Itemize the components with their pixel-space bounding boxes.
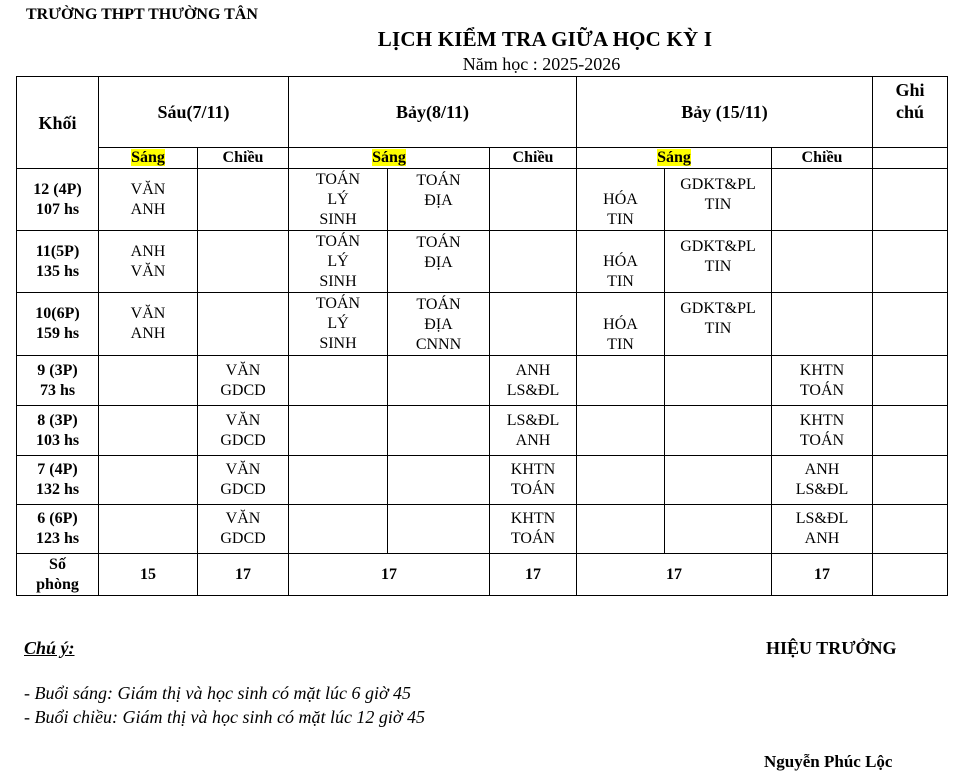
schedule-cell xyxy=(388,456,490,505)
note-header-label: Ghi chú xyxy=(895,80,925,122)
grade-label: 8 (3P) xyxy=(37,411,78,429)
schedule-cell xyxy=(198,293,289,356)
table-row xyxy=(17,169,948,231)
schedule-cell xyxy=(388,356,490,406)
schedule-cell xyxy=(772,293,873,356)
session-label: Sáng xyxy=(131,149,165,166)
session-afternoon-2: Chiều xyxy=(490,148,577,169)
schedule-cell: ANH LS&ĐL xyxy=(772,456,873,505)
student-count: 103 hs xyxy=(35,431,80,449)
student-count: 107 hs xyxy=(35,200,80,218)
session-label: Sáng xyxy=(657,149,691,166)
schedule-cell xyxy=(99,505,198,554)
schedule-cell xyxy=(873,169,948,231)
schedule-cell xyxy=(873,505,948,554)
rooms-note-cell xyxy=(873,554,948,596)
schedule-cell xyxy=(873,406,948,456)
grade-cell xyxy=(17,293,99,356)
schedule-cell: KHTN TOÁN xyxy=(772,356,873,406)
rooms-count: 15 xyxy=(99,554,198,596)
schedule-cell xyxy=(665,505,772,554)
student-count: 73 hs xyxy=(39,381,76,399)
rooms-count: 17 xyxy=(289,554,490,596)
signature-role: HIỆU TRƯỞNG xyxy=(766,638,897,658)
notes-title: Chú ý: xyxy=(24,638,75,658)
schedule-cell: GDKT&PL TIN xyxy=(665,293,772,356)
signature-name: Nguyễn Phúc Lộc xyxy=(764,752,893,771)
schedule-cell xyxy=(873,293,948,356)
note-session-cell xyxy=(873,148,948,169)
table-row xyxy=(17,406,948,456)
schedule-body xyxy=(17,169,948,554)
schedule-cell xyxy=(665,406,772,456)
note-column-header xyxy=(873,77,948,148)
schedule-cell xyxy=(99,406,198,456)
schedule-cell xyxy=(665,456,772,505)
grade-cell xyxy=(17,231,99,293)
grade-label: 11(5P) xyxy=(35,242,80,260)
schedule-cell: VĂN GDCD xyxy=(198,456,289,505)
session-label: Sáng xyxy=(372,149,406,166)
grade-cell xyxy=(17,456,99,505)
schedule-cell: GDKT&PL TIN xyxy=(665,231,772,293)
schedule-cell xyxy=(873,356,948,406)
schedule-cell: ANH VĂN xyxy=(99,231,198,293)
schedule-cell xyxy=(99,456,198,505)
schedule-cell: TOÁN LÝ SINH xyxy=(289,169,388,231)
header-row-dates xyxy=(17,77,948,148)
rooms-count: 17 xyxy=(198,554,289,596)
schedule-cell xyxy=(873,231,948,293)
schedule-cell xyxy=(289,406,388,456)
schedule-cell: VĂN ANH xyxy=(99,169,198,231)
schedule-cell xyxy=(665,356,772,406)
student-count: 159 hs xyxy=(35,325,80,342)
schedule-cell xyxy=(388,406,490,456)
student-count: 135 hs xyxy=(35,262,80,280)
school-name: TRƯỜNG THPT THƯỜNG TÂN xyxy=(26,6,258,23)
student-count: 132 hs xyxy=(35,481,80,498)
schedule-cell xyxy=(577,406,665,456)
schedule-cell xyxy=(577,505,665,554)
schedule-cell: ANH LS&ĐL xyxy=(490,356,577,406)
schedule-cell xyxy=(577,456,665,505)
schedule-cell: HÓA TIN xyxy=(577,169,665,231)
rooms-label xyxy=(17,554,99,596)
date-header-1: Sáu(7/11) xyxy=(99,77,289,148)
schedule-cell xyxy=(388,505,490,554)
schedule-cell: VĂN GDCD xyxy=(198,505,289,554)
table-row xyxy=(17,456,948,505)
schedule-cell: TOÁN LÝ SINH xyxy=(289,231,388,293)
schedule-cell: TOÁN LÝ SINH xyxy=(289,293,388,356)
exam-schedule-table xyxy=(16,76,948,596)
date-header-2: Bảy(8/11) xyxy=(289,77,577,148)
note-morning: - Buổi sáng: Giám thị và học sinh có mặt lúc 6 giờ 45 xyxy=(24,683,412,703)
schedule-cell: TOÁN ĐỊA xyxy=(388,231,490,293)
grade-label: 6 (6P) xyxy=(37,510,78,527)
schedule-cell: HÓA TIN xyxy=(577,231,665,293)
schedule-cell: LS&ĐL ANH xyxy=(772,505,873,554)
grade-cell xyxy=(17,505,99,554)
schedule-cell: VĂN ANH xyxy=(99,293,198,356)
schedule-cell: LS&ĐL ANH xyxy=(490,406,577,456)
session-afternoon-1: Chiều xyxy=(198,148,289,169)
session-morning-1 xyxy=(99,148,198,169)
schedule-cell xyxy=(198,231,289,293)
session-morning-3 xyxy=(577,148,772,169)
grade-cell xyxy=(17,406,99,456)
note-afternoon: - Buổi chiều: Giám thị và học sinh có mặt lúc 12 giờ 45 xyxy=(24,707,426,727)
grade-label: 12 (4P) xyxy=(33,180,82,198)
schedule-cell: VĂN GDCD xyxy=(198,406,289,456)
schedule-cell: KHTN TOÁN xyxy=(772,406,873,456)
schedule-cell xyxy=(490,231,577,293)
document-title: LỊCH KIỂM TRA GIỮA HỌC KỲ I xyxy=(377,27,713,51)
date-header-3: Bảy (15/11) xyxy=(577,77,873,148)
schedule-cell xyxy=(289,505,388,554)
grade-cell xyxy=(17,356,99,406)
table-row xyxy=(17,293,948,356)
rooms-count: 17 xyxy=(772,554,873,596)
school-year: Năm học : 2025-2026 xyxy=(462,54,621,74)
grade-label: 9 (3P) xyxy=(37,361,78,379)
table-row xyxy=(17,356,948,406)
schedule-cell xyxy=(490,169,577,231)
schedule-cell: TOÁN ĐỊA CNNN xyxy=(388,293,490,356)
schedule-cell: HÓA TIN xyxy=(577,293,665,356)
student-count: 123 hs xyxy=(35,530,80,547)
rooms-count: 17 xyxy=(577,554,772,596)
rooms-count: 17 xyxy=(490,554,577,596)
schedule-cell xyxy=(490,293,577,356)
table-row xyxy=(17,231,948,293)
grade-column-header: Khối xyxy=(17,77,99,169)
grade-label: 10(6P) xyxy=(35,305,80,322)
schedule-cell: GDKT&PL TIN xyxy=(665,169,772,231)
schedule-cell xyxy=(577,356,665,406)
session-afternoon-3: Chiều xyxy=(772,148,873,169)
grade-cell xyxy=(17,169,99,231)
schedule-cell xyxy=(289,456,388,505)
schedule-cell xyxy=(198,169,289,231)
header-row-sessions xyxy=(17,148,948,169)
table-row xyxy=(17,505,948,554)
schedule-cell: KHTN TOÁN xyxy=(490,456,577,505)
schedule-cell xyxy=(772,231,873,293)
session-morning-2 xyxy=(289,148,490,169)
rooms-label-text: Số phòng xyxy=(36,555,79,593)
schedule-cell: KHTN TOÁN xyxy=(490,505,577,554)
schedule-cell xyxy=(873,456,948,505)
rooms-row xyxy=(17,554,948,596)
schedule-cell: VĂN GDCD xyxy=(198,356,289,406)
schedule-cell xyxy=(772,169,873,231)
grade-label: 7 (4P) xyxy=(37,461,78,478)
schedule-cell: TOÁN ĐỊA xyxy=(388,169,490,231)
schedule-cell xyxy=(289,356,388,406)
schedule-cell xyxy=(99,356,198,406)
